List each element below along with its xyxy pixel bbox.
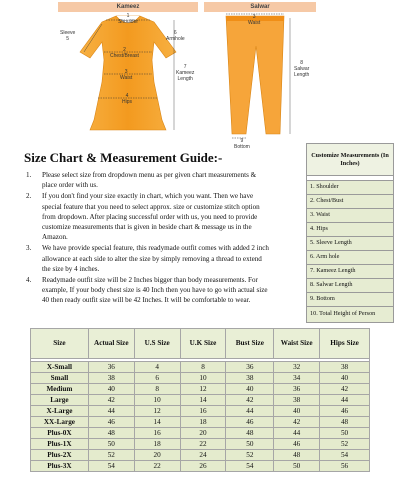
size-value-cell: 50 [274, 461, 320, 472]
size-value-cell: 10 [180, 373, 226, 384]
size-value-cell: 46 [274, 439, 320, 450]
size-value-cell: 36 [88, 362, 134, 373]
label-kameez-length: 7 Kameez Length [176, 64, 195, 82]
size-value-cell: 44 [320, 395, 370, 406]
size-value-cell: 54 [88, 461, 134, 472]
size-value-cell: 20 [134, 450, 180, 461]
size-value-cell: 50 [88, 439, 134, 450]
col-header-uk-size: U.K Size [180, 329, 226, 359]
customize-item: 6. Arm hole [307, 251, 394, 265]
size-value-cell: 54 [320, 450, 370, 461]
size-value-cell: 38 [226, 373, 274, 384]
size-value-cell: 12 [134, 406, 180, 417]
customize-item: 2. Chest/Bust [307, 195, 394, 209]
size-value-cell: 22 [134, 461, 180, 472]
size-name-cell: Plus-0X [31, 428, 89, 439]
size-value-cell: 40 [320, 373, 370, 384]
size-value-cell: 48 [320, 417, 370, 428]
table-row [31, 417, 370, 428]
size-value-cell: 40 [274, 406, 320, 417]
size-value-cell: 52 [226, 450, 274, 461]
table-row [31, 428, 370, 439]
size-name-cell: XX-Large [31, 417, 89, 428]
table-row [31, 395, 370, 406]
label-salwar-waist: 3 Waist [248, 14, 261, 26]
size-value-cell: 48 [274, 450, 320, 461]
customize-item: 3. Waist [307, 209, 394, 223]
size-value-cell: 42 [274, 417, 320, 428]
guide-item-text: Please select size from dropdown menu as per given chart measurements & place order with us. [42, 171, 257, 190]
label-chest: 2 Chest/Breast [110, 47, 139, 59]
size-value-cell: 46 [320, 406, 370, 417]
table-row [31, 384, 370, 395]
customize-item: 1. Shoulder [307, 181, 394, 195]
col-header-us-size: U.S Size [134, 329, 180, 359]
size-value-cell: 48 [226, 428, 274, 439]
label-sleeve: Sleeve 5 [60, 30, 76, 42]
size-value-cell: 12 [180, 384, 226, 395]
size-table-body [31, 359, 370, 472]
size-table-header-row [31, 329, 370, 359]
table-row [31, 373, 370, 384]
salwar-shape [226, 16, 284, 134]
size-name-cell: Large [31, 395, 89, 406]
kameez-header: Kameez [58, 2, 198, 12]
measurement-illustration [58, 0, 316, 150]
size-chart-table [30, 328, 370, 472]
col-header-actual-size: Actual Size [88, 329, 134, 359]
label-armhole: 6 Armhole [166, 30, 185, 42]
guide-item-number: 2. [26, 192, 32, 201]
guide-item [26, 170, 272, 190]
size-value-cell: 32 [274, 362, 320, 373]
size-value-cell: 52 [320, 439, 370, 450]
col-header-waist-size: Waist Size [274, 329, 320, 359]
label-hips: 4 Hips [122, 93, 133, 105]
customize-item: 9. Bottom [307, 293, 394, 307]
size-value-cell: 38 [88, 373, 134, 384]
size-value-cell: 44 [226, 406, 274, 417]
size-value-cell: 48 [88, 428, 134, 439]
size-value-cell: 38 [274, 395, 320, 406]
size-value-cell: 46 [88, 417, 134, 428]
size-value-cell: 16 [134, 428, 180, 439]
size-value-cell: 42 [320, 384, 370, 395]
size-value-cell: 42 [88, 395, 134, 406]
size-value-cell: 18 [180, 417, 226, 428]
customize-item: 10. Total Height of Person [307, 307, 394, 323]
guide-title: Size Chart & Measurement Guide:- [24, 150, 223, 165]
col-header-bust-size: Bust Size [226, 329, 274, 359]
guide-item-number: 1. [26, 171, 32, 179]
table-row [31, 439, 370, 450]
guide-item [26, 275, 272, 306]
guide-item-number: 4. [26, 276, 32, 285]
size-value-cell: 18 [134, 439, 180, 450]
size-value-cell: 44 [274, 428, 320, 439]
table-row [31, 461, 370, 472]
size-value-cell: 16 [180, 406, 226, 417]
size-value-cell: 40 [88, 384, 134, 395]
size-name-cell: Plus-2X [31, 450, 89, 461]
size-value-cell: 14 [134, 417, 180, 428]
size-name-cell: Small [31, 373, 89, 384]
size-value-cell: 50 [226, 439, 274, 450]
size-value-cell: 22 [180, 439, 226, 450]
customize-item: 4. Hips [307, 223, 394, 237]
guide-item-text: Readymade outfit size will be 2 Inches bigger than body measurements. For example, If your body chest size is 40 Inch then you have to go with actual size 40 then ready outfit size will be 42 Inches. It will be comfortable to wear. [42, 276, 268, 305]
guide-list [26, 170, 272, 307]
size-value-cell: 52 [88, 450, 134, 461]
salwar-header: Salwar [204, 2, 316, 12]
size-value-cell: 44 [88, 406, 134, 417]
table-row [31, 406, 370, 417]
size-name-cell: Plus-1X [31, 439, 89, 450]
size-value-cell: 40 [226, 384, 274, 395]
size-value-cell: 56 [320, 461, 370, 472]
size-value-cell: 38 [320, 362, 370, 373]
size-value-cell: 6 [134, 373, 180, 384]
guide-item-number: 3. [26, 244, 32, 253]
size-value-cell: 42 [226, 395, 274, 406]
col-header-hips-size: Hips Size [320, 329, 370, 359]
label-bottom: 9 Bottom [234, 138, 250, 150]
size-value-cell: 36 [274, 384, 320, 395]
size-value-cell: 10 [134, 395, 180, 406]
size-value-cell: 46 [226, 417, 274, 428]
size-value-cell: 26 [180, 461, 226, 472]
size-name-cell: Medium [31, 384, 89, 395]
size-value-cell: 4 [134, 362, 180, 373]
size-value-cell: 8 [134, 384, 180, 395]
size-value-cell: 8 [180, 362, 226, 373]
guide-item-text: We have provide special feature, this readymade outfit comes with added 2 inch allowance at each side to alter the size by simply removing a thread to extend the size by 4 inches. [42, 244, 269, 273]
guide-item [26, 243, 272, 274]
customize-item: 7. Kameez Length [307, 265, 394, 279]
size-name-cell: X-Large [31, 406, 89, 417]
size-value-cell: 36 [226, 362, 274, 373]
customize-measurements-table [306, 143, 394, 323]
size-name-cell: Plus-3X [31, 461, 89, 472]
size-value-cell: 50 [320, 428, 370, 439]
size-value-cell: 20 [180, 428, 226, 439]
customize-item: 8. Salwar Length [307, 279, 394, 293]
label-waist: 3 Waist [120, 69, 133, 81]
size-name-cell: X-Small [31, 362, 89, 373]
col-header-size: Size [31, 329, 89, 359]
guide-item [26, 191, 272, 242]
customize-header: Customize Measurements (In Inches) [307, 144, 394, 176]
label-salwar-length: 8 Salwar Length [294, 60, 310, 78]
table-row [31, 450, 370, 461]
customize-item: 5. Sleeve Length [307, 237, 394, 251]
label-shoulder: 1 Shoulder [118, 13, 139, 25]
table-row [31, 362, 370, 373]
size-value-cell: 34 [274, 373, 320, 384]
size-value-cell: 24 [180, 450, 226, 461]
guide-item-text: If you don't find your size exactly in chart, which you want. Then we have special feature that you need to select approx. size or customize stitch option from dropdown. After placing successful order with us, you need to provide customize measurements that is given in beside chart & message us in the Amazon. [42, 192, 260, 242]
size-value-cell: 14 [180, 395, 226, 406]
size-value-cell: 54 [226, 461, 274, 472]
